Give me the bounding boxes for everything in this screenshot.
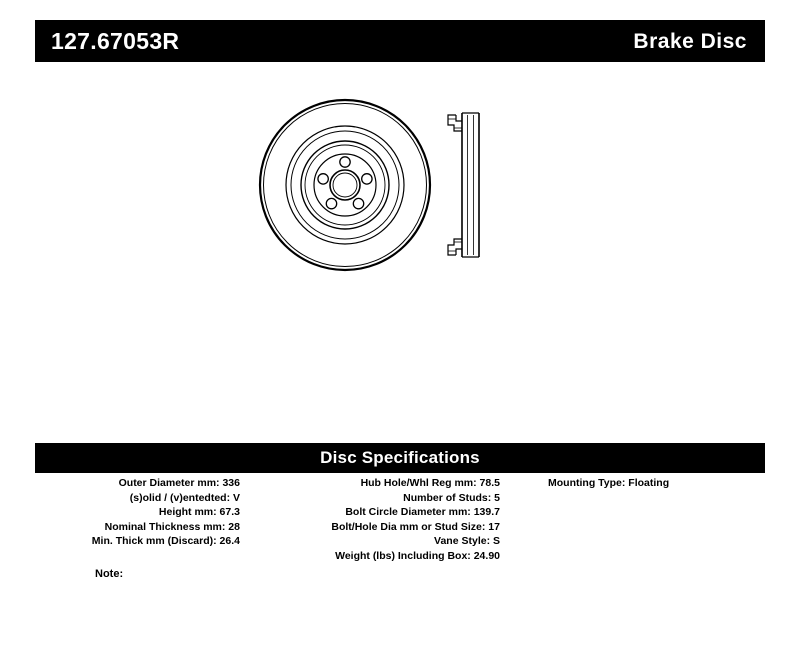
page-title: Brake Disc — [633, 29, 747, 53]
brake-disc-drawing-svg — [250, 85, 550, 295]
spec-item: Bolt/Hole Dia mm or Stud Size: 17 — [331, 520, 500, 533]
brake-disc-edge-view — [448, 113, 479, 257]
spec-item: Min. Thick mm (Discard): 26.4 — [91, 535, 240, 548]
spec-item: Bolt Circle Diameter mm: 139.7 — [345, 506, 500, 519]
spec-section-title: Disc Specifications — [320, 448, 480, 467]
spec-columns — [35, 476, 765, 564]
technical-drawing — [250, 85, 550, 295]
note-label: Note: — [95, 568, 124, 580]
stud-holes — [318, 157, 372, 209]
part-number: 127.67053R — [51, 27, 180, 54]
spec-item: Outer Diameter mm: 336 — [118, 477, 240, 489]
spec-item: Weight (lbs) Including Box: 24.90 — [335, 549, 500, 562]
spec-column-hub — [240, 476, 500, 564]
spec-column-dimensions — [35, 476, 240, 549]
brake-disc-face-view — [260, 100, 430, 270]
spec-section-header — [35, 443, 765, 473]
spec-item: Mounting Type: Floating — [548, 477, 670, 489]
header-bar — [35, 20, 765, 62]
spec-column-mounting — [500, 476, 765, 491]
spec-item: Vane Style: S — [434, 535, 500, 548]
spec-item: Hub Hole/Whl Reg mm: 78.5 — [360, 477, 500, 489]
spec-item: (s)olid / (v)entedted: V — [129, 491, 240, 504]
spec-item: Nominal Thickness mm: 28 — [104, 520, 240, 533]
spec-item: Height mm: 67.3 — [158, 506, 240, 519]
spec-item: Number of Studs: 5 — [403, 491, 500, 504]
